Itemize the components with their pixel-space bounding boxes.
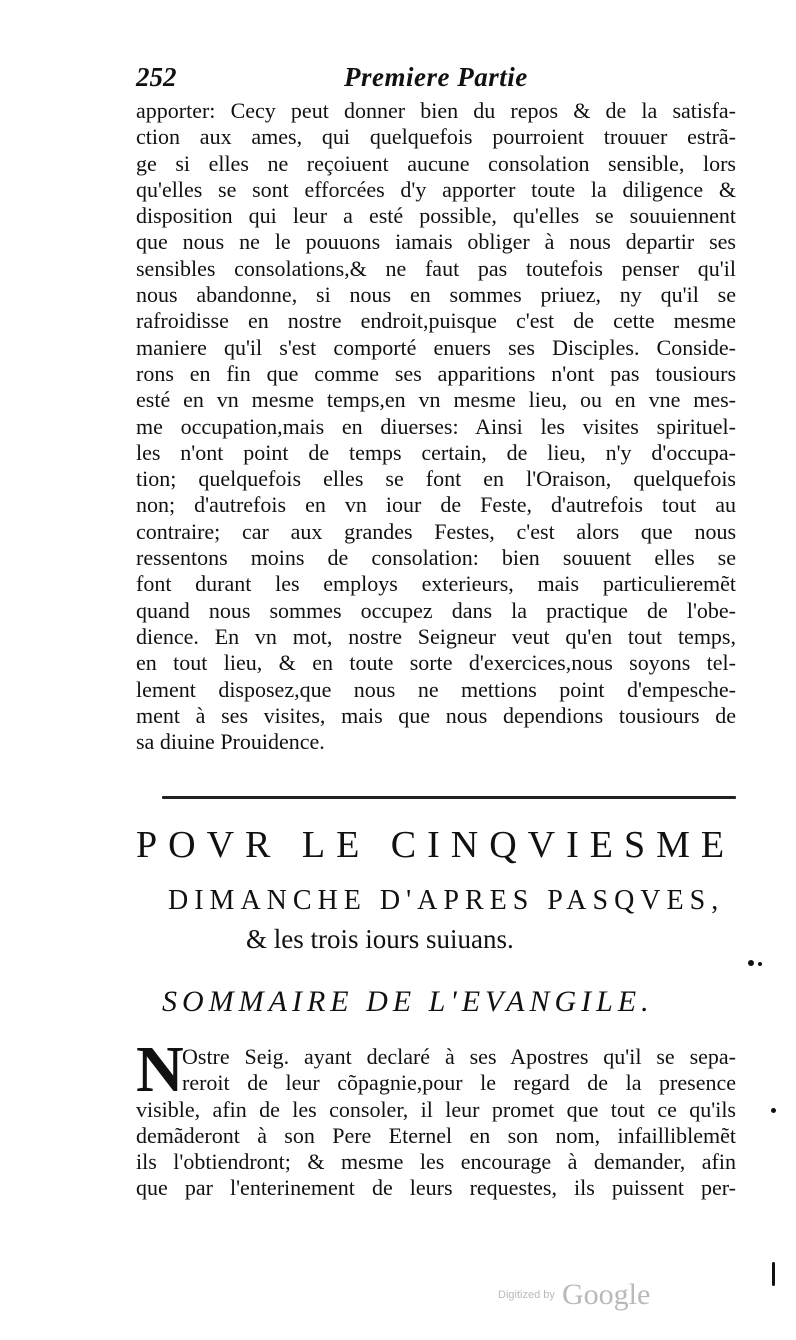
page-header xyxy=(136,62,736,96)
body-line: nous abandonne, si nous en sommes priuez, ny qu'il se xyxy=(136,282,736,308)
section-subtitle: DIMANCHE D'APRES PASQVES, xyxy=(168,885,725,916)
body-line: dience. En vn mot, nostre Seigneur veut qu'en tout temps, xyxy=(136,623,736,649)
body-line: rons en fin que comme ses apparitions n'ont pas tousiours xyxy=(136,360,736,386)
body-line: disposition qui leur a esté possible, qu'elles se souuiennent xyxy=(136,203,736,229)
body-paragraph xyxy=(136,98,736,755)
body-line: ge si elles ne reçoiuent aucune consolation sensible, lors xyxy=(136,150,736,176)
summary-line: que par l'enterinement de leurs requestes, ils puissent per- xyxy=(136,1175,736,1201)
body-line: sensibles consolations,& ne faut pas toutefois penser qu'il xyxy=(136,255,736,281)
summary-heading: SOMMAIRE DE L'EVANGILE. xyxy=(162,985,654,1018)
body-line: ment à ses visites, mais que nous dependions tousiours de xyxy=(136,702,736,728)
body-line: esté en vn mesme temps,en vn mesme lieu, ou en vne mes- xyxy=(136,387,736,413)
digitization-watermark xyxy=(498,1278,650,1318)
summary-line: ils l'obtiendront; & mesme les encourage à demander, afin xyxy=(136,1149,736,1175)
page-number: 252 xyxy=(136,62,177,92)
body-line: tion; quelquefois elles se font en l'Oraison, quelquefois xyxy=(136,466,736,492)
ink-speck xyxy=(758,962,762,966)
summary-line: Ostre Seig. ayant declaré à ses Apostres qu'il se sepa- xyxy=(182,1044,736,1069)
summary-line: demãderont à son Pere Eternel en son nom, infailliblemẽt xyxy=(136,1122,736,1148)
body-line: qu'elles se sont efforcées d'y apporter toute la diligence & xyxy=(136,176,736,202)
summary-paragraph xyxy=(136,1033,736,1202)
body-line: ction aux ames, qui quelquefois pourroient trouuer estrã- xyxy=(136,124,736,150)
body-line: quand nous sommes occupez dans la practique de l'obe- xyxy=(136,597,736,623)
section-title: POVR LE CINQVIESME xyxy=(136,824,736,866)
body-line: sa diuine Prouidence. xyxy=(136,729,325,755)
body-line: que nous ne le pouuons iamais obliger à nous departir ses xyxy=(136,229,736,255)
summary-line: visible, afin de les consoler, il leur promet que tout ce qu'ils xyxy=(136,1096,736,1122)
body-line: font durant les employs exterieurs, mais particulieremẽt xyxy=(136,571,736,597)
page-edge-mark xyxy=(772,1262,775,1286)
body-line: les n'ont point de temps certain, de lieu, n'y d'occupa- xyxy=(136,439,736,465)
body-line: contraire; car aux grandes Festes, c'est alors que nous xyxy=(136,518,736,544)
body-line: maniere qu'il s'est comporté enuers ses Disciples. Conside- xyxy=(136,334,736,360)
watermark-prefix: Digitized by xyxy=(498,1289,555,1301)
body-line: lement disposez,que nous ne mettions point d'empesche- xyxy=(136,676,736,702)
body-line: me occupation,mais en diuerses: Ainsi les visites spirituel- xyxy=(136,413,736,439)
body-line: apporter: Cecy peut donner bien du repos & de la satisfa- xyxy=(136,98,736,123)
body-line: non; d'autrefois en vn iour de Feste, d'autrefois tout au xyxy=(136,492,736,518)
body-line: rafroidisse en nostre endroit,puisque c'est de cette mesme xyxy=(136,308,736,334)
ink-speck xyxy=(748,960,754,966)
body-line: en tout lieu, & en toute sorte d'exercices,nous soyons tel- xyxy=(136,650,736,676)
google-logo: Google xyxy=(561,1278,651,1311)
drop-cap: N xyxy=(136,1033,184,1106)
section-divider xyxy=(162,796,736,799)
running-head: Premiere Partie xyxy=(344,62,528,92)
body-line: ressentons moins de consolation: bien souuent elles se xyxy=(136,545,736,571)
summary-line: reroit de leur cõpagnie,pour le regard de la presence xyxy=(182,1070,736,1096)
section-subtitle-days: & les trois iours suiuans. xyxy=(246,924,514,954)
ink-speck xyxy=(771,1108,776,1113)
